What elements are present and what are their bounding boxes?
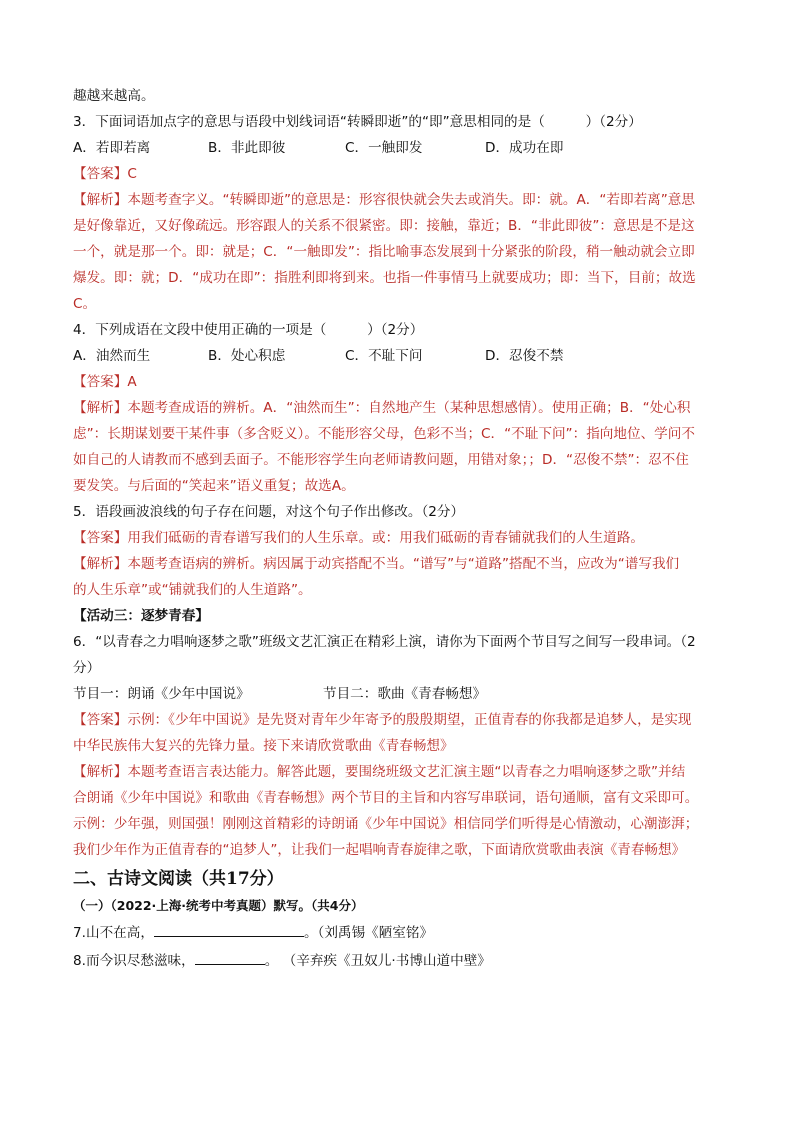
question-7	[73, 923, 725, 942]
answer-text: C	[127, 166, 137, 182]
explanation-text: 本题考查成语的辨析。A．“油然而生”：自然地产生（某种思想感情）。使用正确；B．“处心积	[127, 400, 691, 416]
text-line: 趣越来越高。	[73, 88, 155, 104]
answer-tag: 【答案】	[73, 166, 128, 182]
exam-page	[73, 88, 725, 979]
explanation-4-line	[73, 400, 725, 417]
explanation-6-line: 我们少年作为正值青春的“追梦人”，让我们一起唱响青春旋律之歌，下面请欣赏歌曲表演《青春畅想》	[73, 842, 686, 858]
answer-tag: 【答案】	[73, 530, 128, 546]
explanation-3-line: 爆发。即：就；D．“成功在即”：指胜利即将到来。也指一件事情马上就要成功；即：当下，目前；故选	[73, 270, 696, 286]
answer-3	[73, 166, 725, 183]
activity-heading: 【活动三：逐梦青春】	[73, 608, 209, 624]
answer-6	[73, 712, 725, 729]
question-text: 7.山不在高，	[73, 925, 154, 941]
explanation-tag: 【解析】	[73, 192, 128, 208]
question-3: 3．下面词语加点字的意思与语段中划线词语“转瞬即逝”的“即”意思相同的是（ ）（2分）	[73, 114, 642, 130]
option-a: A．若即若离	[73, 140, 151, 156]
answer-blank[interactable]	[154, 923, 304, 937]
answer-tag: 【答案】	[73, 374, 128, 390]
explanation-tag: 【解析】	[73, 764, 128, 780]
explanation-text: 本题考查语病的辨析。病因属于动宾搭配不当。“谱写”与“道路”搭配不当，应改为“谱写我们	[127, 556, 680, 572]
option-d: D．成功在即	[485, 140, 564, 156]
answer-6-line: 中华民族伟大复兴的先锋力量。接下来请欣赏歌曲《青春畅想》	[73, 738, 454, 754]
answer-5	[73, 530, 725, 547]
question-3-options	[73, 140, 725, 157]
program-list	[73, 686, 725, 703]
subsection-heading: （一）（2022·上海·统考中考真题）默写。（共4分）	[73, 898, 364, 913]
question-6: 6．“以青春之力唱响逐梦之歌”班级文艺汇演正在精彩上演，请你为下面两个节目写之间写一段串词。（2	[73, 634, 696, 650]
explanation-6-line	[73, 764, 725, 781]
option-b: B．非此即彼	[208, 140, 286, 156]
explanation-5-line	[73, 556, 725, 573]
explanation-4-line: 要发笑。与后面的“笑起来”语义重复；故选A。	[73, 478, 355, 494]
question-8	[73, 951, 725, 970]
explanation-4-line: 虑”：长期谋划要干某件事（多含贬义）。不能形容父母，色彩不当；C．“不耻下问”：指向地位、学问不	[73, 426, 695, 442]
explanation-tag: 【解析】	[73, 556, 128, 572]
question-5: 5．语段画波浪线的句子存在问题，对这个句子作出修改。（2分）	[73, 504, 465, 520]
explanation-3-line: 是好像靠近，又好像疏远。形容跟人的关系不很紧密。即：接触，靠近；B．“非此即彼”：意思是不是这	[73, 218, 695, 234]
explanation-3-line	[73, 192, 725, 209]
section-heading: 二、古诗文阅读（共17分）	[73, 869, 284, 889]
explanation-5-line: 的人生乐章”或“铺就我们的人生道路”。	[73, 582, 312, 598]
question-6: 分）	[73, 660, 101, 676]
option-c: C．一触即发	[345, 140, 423, 156]
explanation-text: 本题考查字义。“转瞬即逝”的意思是：形容很快就会失去或消失。即：就。A．“若即若离”意思	[127, 192, 695, 208]
option-d: D．忍俊不禁	[485, 348, 564, 364]
question-4: 4．下列成语在文段中使用正确的一项是（ ）（2分）	[73, 322, 424, 338]
option-c: C．不耻下问	[345, 348, 423, 364]
answer-text: A	[127, 374, 137, 390]
answer-4	[73, 374, 725, 391]
answer-text: 用我们砥砺的青春谱写我们的人生乐章。或：用我们砥砺的青春铺就我们的人生道路。	[127, 530, 644, 546]
explanation-text: 本题考查语言表达能力。解答此题，要围绕班级文艺汇演主题“以青春之力唱响逐梦之歌”并结	[127, 764, 686, 780]
answer-blank[interactable]	[195, 951, 265, 965]
explanation-4-line: 如自己的人请教而不感到丢面子。不能形容学生向老师请教问题，用错对象；；D．“忍俊不禁”：忍不住	[73, 452, 689, 468]
explanation-6-line: 示例：少年强，则国强！刚刚这首精彩的诗朗诵《少年中国说》相信同学们听得是心情激动，心潮澎湃；	[73, 816, 699, 832]
question-source: 。 （辛弃疾《丑奴儿·书博山道中壁》	[264, 953, 491, 969]
option-b: B．处心积虑	[208, 348, 286, 364]
program-1: 节目一：朗诵《少年中国说》	[73, 686, 250, 702]
option-a: A．油然而生	[73, 348, 151, 364]
explanation-3-line: 一个，就是那一个。即：就是；C．“一触即发”：指比喻事态发展到十分紧张的阶段，稍一触动就会立即	[73, 244, 695, 260]
question-4-options	[73, 348, 725, 365]
answer-tag: 【答案】	[73, 712, 128, 728]
explanation-6-line: 合朗诵《少年中国说》和歌曲《青春畅想》两个节目的主旨和内容写串联词，语句通顺，富有文采即可。	[73, 790, 699, 806]
question-text: 8.而今识尽愁滋味，	[73, 953, 195, 969]
explanation-3-line: C。	[73, 296, 97, 312]
program-2: 节目二：歌曲《青春畅想》	[323, 686, 487, 702]
explanation-tag: 【解析】	[73, 400, 128, 416]
answer-text: 示例：《少年中国说》是先贤对青年少年寄予的殷殷期望，正值青春的你我都是追梦人，是实现	[127, 712, 692, 728]
question-source: 。（刘禹锡《陋室铭》	[303, 925, 434, 941]
